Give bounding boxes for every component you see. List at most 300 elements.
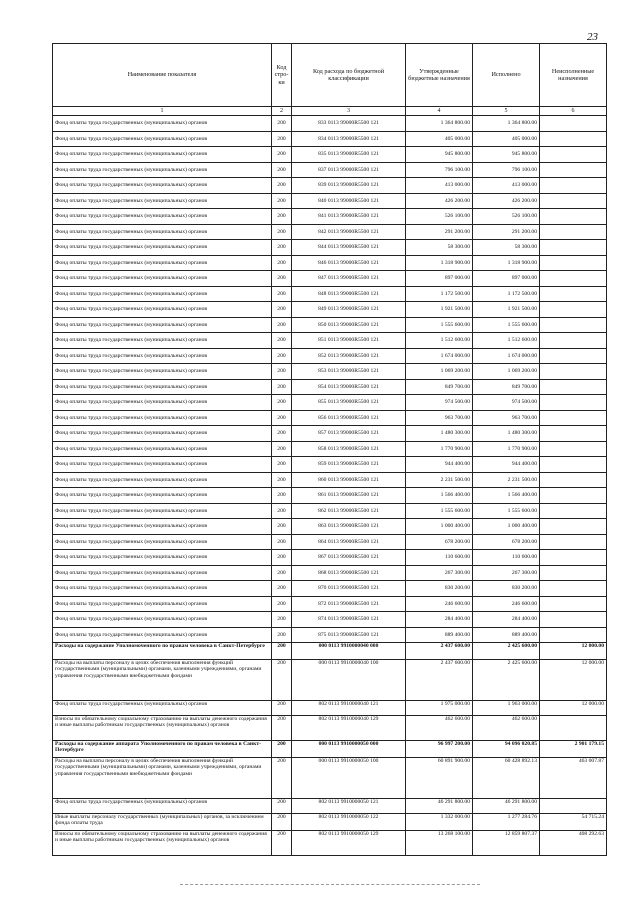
cell-executed: 974 500.00 bbox=[473, 395, 540, 411]
cell-name: Фонд оплаты труда государственных (муниципальных) органов bbox=[53, 799, 272, 814]
cell-name: Фонд оплаты труда государственных (муниципальных) органов bbox=[53, 581, 272, 597]
cell-approved: 963 700.00 bbox=[406, 410, 473, 426]
cell-executed: 1 000 400.00 bbox=[473, 519, 540, 535]
table-row bbox=[53, 255, 607, 271]
cell-name: Фонд оплаты труда государственных (муниципальных) органов bbox=[53, 565, 272, 581]
cell-line: 200 bbox=[272, 131, 292, 147]
cell-unexecuted bbox=[540, 596, 607, 612]
cell-executed: 2 425 600.00 bbox=[473, 643, 540, 660]
table-row bbox=[53, 488, 607, 504]
table-row bbox=[53, 472, 607, 488]
cell-line: 200 bbox=[272, 596, 292, 612]
cell-approved: 462 600.00 bbox=[406, 716, 473, 741]
cell-executed: 58 300.00 bbox=[473, 240, 540, 256]
cell-code: 840 0113 99000R5500 121 bbox=[292, 193, 406, 209]
cell-approved: 1 172 500.00 bbox=[406, 286, 473, 302]
table-row bbox=[53, 441, 607, 457]
cell-executed: 426 200.00 bbox=[473, 193, 540, 209]
cell-name: Фонд оплаты труда государственных (муниципальных) органов bbox=[53, 379, 272, 395]
cell-code: 802 0113 9910000040 121 bbox=[292, 701, 406, 716]
cell-approved: 945 800.00 bbox=[406, 147, 473, 163]
cell-unexecuted bbox=[540, 147, 607, 163]
cell-line: 200 bbox=[272, 581, 292, 597]
cell-approved: 849 700.00 bbox=[406, 379, 473, 395]
cell-executed: 830 200.00 bbox=[473, 581, 540, 597]
cell-line: 200 bbox=[272, 410, 292, 426]
cell-line: 200 bbox=[272, 395, 292, 411]
cell-unexecuted: 12 000.00 bbox=[540, 660, 607, 701]
cell-code: 852 0113 99000R5500 121 bbox=[292, 348, 406, 364]
cell-unexecuted bbox=[540, 162, 607, 178]
cell-name: Фонд оплаты труда государственных (муниципальных) органов bbox=[53, 503, 272, 519]
cell-unexecuted: 408 292.63 bbox=[540, 831, 607, 856]
cell-line: 200 bbox=[272, 457, 292, 473]
cell-name: Фонд оплаты труда государственных (муниципальных) органов bbox=[53, 395, 272, 411]
cell-name: Фонд оплаты труда государственных (муниципальных) органов bbox=[53, 224, 272, 240]
table-row bbox=[53, 534, 607, 550]
cell-unexecuted: 12 000.00 bbox=[540, 643, 607, 660]
cell-code: 000 0113 9910000040 100 bbox=[292, 660, 406, 701]
cell-unexecuted bbox=[540, 534, 607, 550]
column-number: 1 bbox=[53, 107, 272, 116]
table-row bbox=[53, 162, 607, 178]
cell-approved: 678 200.00 bbox=[406, 534, 473, 550]
cell-executed: 1 318 900.00 bbox=[473, 255, 540, 271]
cell-approved: 291 200.00 bbox=[406, 224, 473, 240]
table-row bbox=[53, 333, 607, 349]
cell-name: Взносы по обязательному социальному страхованию на выплаты денежного содержания и иные выплаты работникам государственных (муниципальных) органов bbox=[53, 716, 272, 741]
page-number: 23 bbox=[587, 31, 598, 43]
cell-name: Взносы по обязательному социальному страхованию на выплаты денежного содержания и иные выплаты работникам государственных (муниципальных) органов bbox=[53, 831, 272, 856]
cell-line: 200 bbox=[272, 333, 292, 349]
cell-unexecuted bbox=[540, 193, 607, 209]
header-approved: Утвержденные бюджетные назначения bbox=[406, 44, 473, 107]
table-row bbox=[53, 831, 607, 856]
cell-line: 200 bbox=[272, 116, 292, 132]
cell-name: Фонд оплаты труда государственных (муниципальных) органов bbox=[53, 519, 272, 535]
cell-unexecuted bbox=[540, 395, 607, 411]
cell-executed: 1 555 600.00 bbox=[473, 503, 540, 519]
cell-unexecuted bbox=[540, 131, 607, 147]
cell-executed: 94 096 020.85 bbox=[473, 741, 540, 758]
cell-unexecuted bbox=[540, 333, 607, 349]
footer-scan-artifact bbox=[180, 884, 480, 886]
cell-unexecuted bbox=[540, 255, 607, 271]
cell-line: 200 bbox=[272, 193, 292, 209]
cell-approved: 58 300.00 bbox=[406, 240, 473, 256]
cell-unexecuted bbox=[540, 116, 607, 132]
cell-code: 863 0113 99000R5500 121 bbox=[292, 519, 406, 535]
cell-approved: 13 268 100.00 bbox=[406, 831, 473, 856]
cell-unexecuted bbox=[540, 410, 607, 426]
cell-code: 853 0113 99000R5500 121 bbox=[292, 364, 406, 380]
table-row bbox=[53, 317, 607, 333]
table-row bbox=[53, 627, 607, 643]
cell-line: 200 bbox=[272, 426, 292, 442]
header-row bbox=[53, 44, 607, 107]
column-number: 2 bbox=[272, 107, 292, 116]
cell-line: 200 bbox=[272, 831, 292, 856]
cell-name: Фонд оплаты труда государственных (муниципальных) органов bbox=[53, 317, 272, 333]
cell-executed: 267 300.00 bbox=[473, 565, 540, 581]
cell-approved: 2 231 500.00 bbox=[406, 472, 473, 488]
table-row bbox=[53, 302, 607, 318]
table-row bbox=[53, 716, 607, 741]
cell-code: 833 0113 99000R5500 121 bbox=[292, 116, 406, 132]
cell-executed: 1 555 600.00 bbox=[473, 317, 540, 333]
cell-code: 875 0113 99000R5500 121 bbox=[292, 627, 406, 643]
cell-code: 000 0113 9910000040 000 bbox=[292, 643, 406, 660]
cell-approved: 897 000.00 bbox=[406, 271, 473, 287]
table-row bbox=[53, 660, 607, 701]
cell-approved: 1 332 000.00 bbox=[406, 814, 473, 831]
cell-unexecuted bbox=[540, 565, 607, 581]
cell-line: 200 bbox=[272, 147, 292, 163]
table-row bbox=[53, 519, 607, 535]
cell-code: 802 0113 9910000050 122 bbox=[292, 814, 406, 831]
cell-name: Фонд оплаты труда государственных (муниципальных) органов bbox=[53, 364, 272, 380]
cell-line: 200 bbox=[272, 701, 292, 716]
cell-approved: 1 921 500.00 bbox=[406, 302, 473, 318]
cell-code: 858 0113 99000R5500 121 bbox=[292, 441, 406, 457]
cell-line: 200 bbox=[272, 162, 292, 178]
cell-name: Фонд оплаты труда государственных (муниципальных) органов bbox=[53, 472, 272, 488]
cell-name: Иные выплаты персоналу государственных (муниципальных) органов, за исключением фонда оплаты труда bbox=[53, 814, 272, 831]
table-row bbox=[53, 395, 607, 411]
cell-unexecuted bbox=[540, 472, 607, 488]
cell-code: 848 0113 99000R5500 121 bbox=[292, 286, 406, 302]
cell-approved: 1 364 800.00 bbox=[406, 116, 473, 132]
cell-unexecuted: 2 901 179.15 bbox=[540, 741, 607, 758]
cell-name: Расходы на выплаты персоналу в целях обеспечения выполнения функций государственными (муниципальными) органами, казенными учреждениями, органами управления государственными внебюджетными фондами bbox=[53, 660, 272, 701]
cell-executed: 1 069 200.00 bbox=[473, 364, 540, 380]
cell-unexecuted bbox=[540, 457, 607, 473]
table-row bbox=[53, 131, 607, 147]
cell-unexecuted bbox=[540, 581, 607, 597]
cell-line: 200 bbox=[272, 799, 292, 814]
cell-name: Фонд оплаты труда государственных (муниципальных) органов bbox=[53, 596, 272, 612]
cell-unexecuted bbox=[540, 426, 607, 442]
cell-unexecuted bbox=[540, 550, 607, 566]
cell-line: 200 bbox=[272, 534, 292, 550]
cell-approved: 413 000.00 bbox=[406, 178, 473, 194]
cell-line: 200 bbox=[272, 209, 292, 225]
cell-name: Фонд оплаты труда государственных (муниципальных) органов bbox=[53, 410, 272, 426]
cell-approved: 1 674 000.00 bbox=[406, 348, 473, 364]
cell-code: 000 0113 9910000050 100 bbox=[292, 758, 406, 799]
cell-executed: 2 425 600.00 bbox=[473, 660, 540, 701]
table-row bbox=[53, 596, 607, 612]
cell-line: 200 bbox=[272, 302, 292, 318]
cell-line: 200 bbox=[272, 286, 292, 302]
cell-code: 842 0113 99000R5500 121 bbox=[292, 224, 406, 240]
cell-approved: 1 480 300.00 bbox=[406, 426, 473, 442]
cell-code: 854 0113 99000R5500 121 bbox=[292, 379, 406, 395]
cell-executed: 849 700.00 bbox=[473, 379, 540, 395]
table-row bbox=[53, 348, 607, 364]
cell-code: 839 0113 99000R5500 121 bbox=[292, 178, 406, 194]
cell-approved: 889 400.00 bbox=[406, 627, 473, 643]
cell-executed: 110 600.00 bbox=[473, 550, 540, 566]
table-row bbox=[53, 364, 607, 380]
cell-unexecuted bbox=[540, 488, 607, 504]
cell-name: Фонд оплаты труда государственных (муниципальных) органов bbox=[53, 457, 272, 473]
cell-line: 200 bbox=[272, 660, 292, 701]
cell-line: 200 bbox=[272, 379, 292, 395]
cell-name: Фонд оплаты труда государственных (муниципальных) органов bbox=[53, 255, 272, 271]
cell-code: 855 0113 99000R5500 121 bbox=[292, 395, 406, 411]
cell-code: 860 0113 99000R5500 121 bbox=[292, 472, 406, 488]
cell-approved: 1 512 600.00 bbox=[406, 333, 473, 349]
cell-name: Фонд оплаты труда государственных (муниципальных) органов bbox=[53, 348, 272, 364]
cell-line: 200 bbox=[272, 627, 292, 643]
table-row bbox=[53, 758, 607, 799]
table-row bbox=[53, 116, 607, 132]
column-number: 6 bbox=[540, 107, 607, 116]
cell-name: Расходы на содержание Уполномоченного по правам человека в Санкт-Петербурге bbox=[53, 643, 272, 660]
cell-code: 861 0113 99000R5500 121 bbox=[292, 488, 406, 504]
cell-executed: 1 277 284.76 bbox=[473, 814, 540, 831]
header-unexecuted: Неисполненные назначения bbox=[540, 44, 607, 107]
cell-unexecuted bbox=[540, 627, 607, 643]
cell-approved: 1 069 200.00 bbox=[406, 364, 473, 380]
cell-executed: 12 859 807.37 bbox=[473, 831, 540, 856]
cell-code: 862 0113 99000R5500 121 bbox=[292, 503, 406, 519]
cell-unexecuted: 54 715.24 bbox=[540, 814, 607, 831]
cell-approved: 796 100.00 bbox=[406, 162, 473, 178]
cell-approved: 96 997 200.00 bbox=[406, 741, 473, 758]
table-row bbox=[53, 286, 607, 302]
cell-executed: 46 291 800.00 bbox=[473, 799, 540, 814]
cell-executed: 1 566 400.00 bbox=[473, 488, 540, 504]
cell-approved: 2 437 600.00 bbox=[406, 660, 473, 701]
cell-line: 200 bbox=[272, 503, 292, 519]
cell-approved: 1 770 900.00 bbox=[406, 441, 473, 457]
cell-name: Фонд оплаты труда государственных (муниципальных) органов bbox=[53, 550, 272, 566]
cell-code: 859 0113 99000R5500 121 bbox=[292, 457, 406, 473]
header-executed: Исполнено bbox=[473, 44, 540, 107]
cell-executed: 1 512 600.00 bbox=[473, 333, 540, 349]
cell-unexecuted bbox=[540, 178, 607, 194]
table-row bbox=[53, 224, 607, 240]
cell-code: 835 0113 99000R5500 121 bbox=[292, 147, 406, 163]
cell-name: Фонд оплаты труда государственных (муниципальных) органов bbox=[53, 162, 272, 178]
table-row bbox=[53, 147, 607, 163]
cell-executed: 526 100.00 bbox=[473, 209, 540, 225]
cell-name: Фонд оплаты труда государственных (муниципальных) органов bbox=[53, 131, 272, 147]
header-name: Наименование показателя bbox=[53, 44, 272, 107]
cell-name: Фонд оплаты труда государственных (муниципальных) органов bbox=[53, 701, 272, 716]
cell-line: 200 bbox=[272, 178, 292, 194]
table-row bbox=[53, 178, 607, 194]
cell-name: Расходы на содержание аппарата Уполномоченного по правам человека в Санкт-Петербурге bbox=[53, 741, 272, 758]
cell-unexecuted bbox=[540, 209, 607, 225]
cell-executed: 1 921 500.00 bbox=[473, 302, 540, 318]
table-row bbox=[53, 193, 607, 209]
cell-name: Фонд оплаты труда государственных (муниципальных) органов bbox=[53, 116, 272, 132]
cell-unexecuted bbox=[540, 519, 607, 535]
cell-code: 834 0113 99000R5500 121 bbox=[292, 131, 406, 147]
table-row bbox=[53, 612, 607, 628]
cell-approved: 405 000.00 bbox=[406, 131, 473, 147]
table-row bbox=[53, 271, 607, 287]
table-row bbox=[53, 426, 607, 442]
cell-executed: 1 172 500.00 bbox=[473, 286, 540, 302]
table-row bbox=[53, 240, 607, 256]
cell-approved: 2 437 600.00 bbox=[406, 643, 473, 660]
cell-line: 200 bbox=[272, 519, 292, 535]
cell-code: 857 0113 99000R5500 121 bbox=[292, 426, 406, 442]
cell-code: 864 0113 99000R5500 121 bbox=[292, 534, 406, 550]
cell-unexecuted: 463 007.87 bbox=[540, 758, 607, 799]
cell-unexecuted bbox=[540, 302, 607, 318]
cell-unexecuted bbox=[540, 799, 607, 814]
cell-executed: 678 200.00 bbox=[473, 534, 540, 550]
table-row bbox=[53, 379, 607, 395]
table-row bbox=[53, 643, 607, 660]
cell-executed: 889 400.00 bbox=[473, 627, 540, 643]
cell-code: 837 0113 99000R5500 121 bbox=[292, 162, 406, 178]
cell-approved: 284 400.00 bbox=[406, 612, 473, 628]
cell-line: 200 bbox=[272, 472, 292, 488]
cell-executed: 462 600.00 bbox=[473, 716, 540, 741]
cell-line: 200 bbox=[272, 271, 292, 287]
cell-name: Фонд оплаты труда государственных (муниципальных) органов bbox=[53, 627, 272, 643]
column-number-row bbox=[53, 107, 607, 116]
cell-name: Фонд оплаты труда государственных (муниципальных) органов bbox=[53, 193, 272, 209]
cell-code: 850 0113 99000R5500 121 bbox=[292, 317, 406, 333]
cell-approved: 1 318 900.00 bbox=[406, 255, 473, 271]
cell-approved: 46 291 800.00 bbox=[406, 799, 473, 814]
cell-approved: 110 600.00 bbox=[406, 550, 473, 566]
cell-approved: 1 566 400.00 bbox=[406, 488, 473, 504]
cell-executed: 1 480 300.00 bbox=[473, 426, 540, 442]
cell-approved: 426 200.00 bbox=[406, 193, 473, 209]
cell-line: 200 bbox=[272, 550, 292, 566]
cell-executed: 796 100.00 bbox=[473, 162, 540, 178]
cell-approved: 267 300.00 bbox=[406, 565, 473, 581]
table-row bbox=[53, 581, 607, 597]
cell-approved: 944 400.00 bbox=[406, 457, 473, 473]
cell-code: 868 0113 99000R5500 121 bbox=[292, 565, 406, 581]
cell-name: Фонд оплаты труда государственных (муниципальных) органов bbox=[53, 178, 272, 194]
cell-line: 200 bbox=[272, 643, 292, 660]
cell-line: 200 bbox=[272, 364, 292, 380]
table-row bbox=[53, 209, 607, 225]
cell-line: 200 bbox=[272, 348, 292, 364]
cell-unexecuted: 12 000.00 bbox=[540, 701, 607, 716]
cell-executed: 284 400.00 bbox=[473, 612, 540, 628]
cell-line: 200 bbox=[272, 612, 292, 628]
cell-code: 867 0113 99000R5500 121 bbox=[292, 550, 406, 566]
table-row bbox=[53, 799, 607, 814]
cell-approved: 1 555 600.00 bbox=[406, 503, 473, 519]
cell-name: Фонд оплаты труда государственных (муниципальных) органов bbox=[53, 209, 272, 225]
cell-line: 200 bbox=[272, 565, 292, 581]
cell-code: 847 0113 99000R5500 121 bbox=[292, 271, 406, 287]
cell-executed: 1 770 900.00 bbox=[473, 441, 540, 457]
cell-name: Фонд оплаты труда государственных (муниципальных) органов bbox=[53, 488, 272, 504]
cell-name: Фонд оплаты труда государственных (муниципальных) органов bbox=[53, 240, 272, 256]
cell-name: Фонд оплаты труда государственных (муниципальных) органов bbox=[53, 612, 272, 628]
cell-line: 200 bbox=[272, 741, 292, 758]
cell-code: 802 0113 9910000050 121 bbox=[292, 799, 406, 814]
cell-name: Расходы на выплаты персоналу в целях обеспечения выполнения функций государственными (муниципальными) органами, казенными учреждениями, органами управления государственными внебюджетными фондами bbox=[53, 758, 272, 799]
cell-executed: 413 000.00 bbox=[473, 178, 540, 194]
cell-approved: 1 975 000.00 bbox=[406, 701, 473, 716]
cell-code: 874 0113 99000R5500 121 bbox=[292, 612, 406, 628]
cell-approved: 1 555 600.00 bbox=[406, 317, 473, 333]
cell-unexecuted bbox=[540, 441, 607, 457]
cell-code: 000 0113 9910000050 000 bbox=[292, 741, 406, 758]
cell-approved: 60 891 900.00 bbox=[406, 758, 473, 799]
cell-unexecuted bbox=[540, 364, 607, 380]
cell-unexecuted bbox=[540, 224, 607, 240]
cell-unexecuted bbox=[540, 379, 607, 395]
table-row bbox=[53, 741, 607, 758]
cell-code: 856 0113 99000R5500 121 bbox=[292, 410, 406, 426]
cell-line: 200 bbox=[272, 488, 292, 504]
cell-code: 846 0113 99000R5500 121 bbox=[292, 255, 406, 271]
cell-name: Фонд оплаты труда государственных (муниципальных) органов bbox=[53, 426, 272, 442]
cell-executed: 1 364 800.00 bbox=[473, 116, 540, 132]
table-row bbox=[53, 565, 607, 581]
cell-name: Фонд оплаты труда государственных (муниципальных) органов bbox=[53, 286, 272, 302]
table-row bbox=[53, 550, 607, 566]
cell-executed: 1 963 000.00 bbox=[473, 701, 540, 716]
cell-name: Фонд оплаты труда государственных (муниципальных) органов bbox=[53, 333, 272, 349]
cell-executed: 291 200.00 bbox=[473, 224, 540, 240]
table-row bbox=[53, 814, 607, 831]
column-number: 5 bbox=[473, 107, 540, 116]
budget-table bbox=[52, 43, 607, 856]
column-number: 3 bbox=[292, 107, 406, 116]
cell-approved: 1 000 400.00 bbox=[406, 519, 473, 535]
cell-code: 841 0113 99000R5500 121 bbox=[292, 209, 406, 225]
column-number: 4 bbox=[406, 107, 473, 116]
cell-name: Фонд оплаты труда государственных (муниципальных) органов bbox=[53, 441, 272, 457]
cell-approved: 246 600.00 bbox=[406, 596, 473, 612]
cell-code: 851 0113 99000R5500 121 bbox=[292, 333, 406, 349]
cell-line: 200 bbox=[272, 758, 292, 799]
cell-code: 802 0113 9910000040 129 bbox=[292, 716, 406, 741]
cell-line: 200 bbox=[272, 814, 292, 831]
cell-code: 802 0113 9910000050 129 bbox=[292, 831, 406, 856]
cell-executed: 1 674 000.00 bbox=[473, 348, 540, 364]
cell-name: Фонд оплаты труда государственных (муниципальных) органов bbox=[53, 302, 272, 318]
cell-line: 200 bbox=[272, 240, 292, 256]
cell-approved: 974 500.00 bbox=[406, 395, 473, 411]
cell-unexecuted bbox=[540, 271, 607, 287]
cell-name: Фонд оплаты труда государственных (муниципальных) органов bbox=[53, 271, 272, 287]
table-row bbox=[53, 410, 607, 426]
cell-unexecuted bbox=[540, 286, 607, 302]
cell-approved: 526 100.00 bbox=[406, 209, 473, 225]
table-row bbox=[53, 503, 607, 519]
cell-line: 200 bbox=[272, 317, 292, 333]
header-code-line: Код стро-ки bbox=[272, 44, 292, 107]
header-code-budget: Код расхода по бюджетной классификации bbox=[292, 44, 406, 107]
cell-executed: 897 000.00 bbox=[473, 271, 540, 287]
cell-line: 200 bbox=[272, 255, 292, 271]
cell-unexecuted bbox=[540, 317, 607, 333]
cell-unexecuted bbox=[540, 348, 607, 364]
cell-line: 200 bbox=[272, 716, 292, 741]
cell-code: 849 0113 99000R5500 121 bbox=[292, 302, 406, 318]
cell-unexecuted bbox=[540, 612, 607, 628]
cell-name: Фонд оплаты труда государственных (муниципальных) органов bbox=[53, 534, 272, 550]
cell-unexecuted bbox=[540, 503, 607, 519]
